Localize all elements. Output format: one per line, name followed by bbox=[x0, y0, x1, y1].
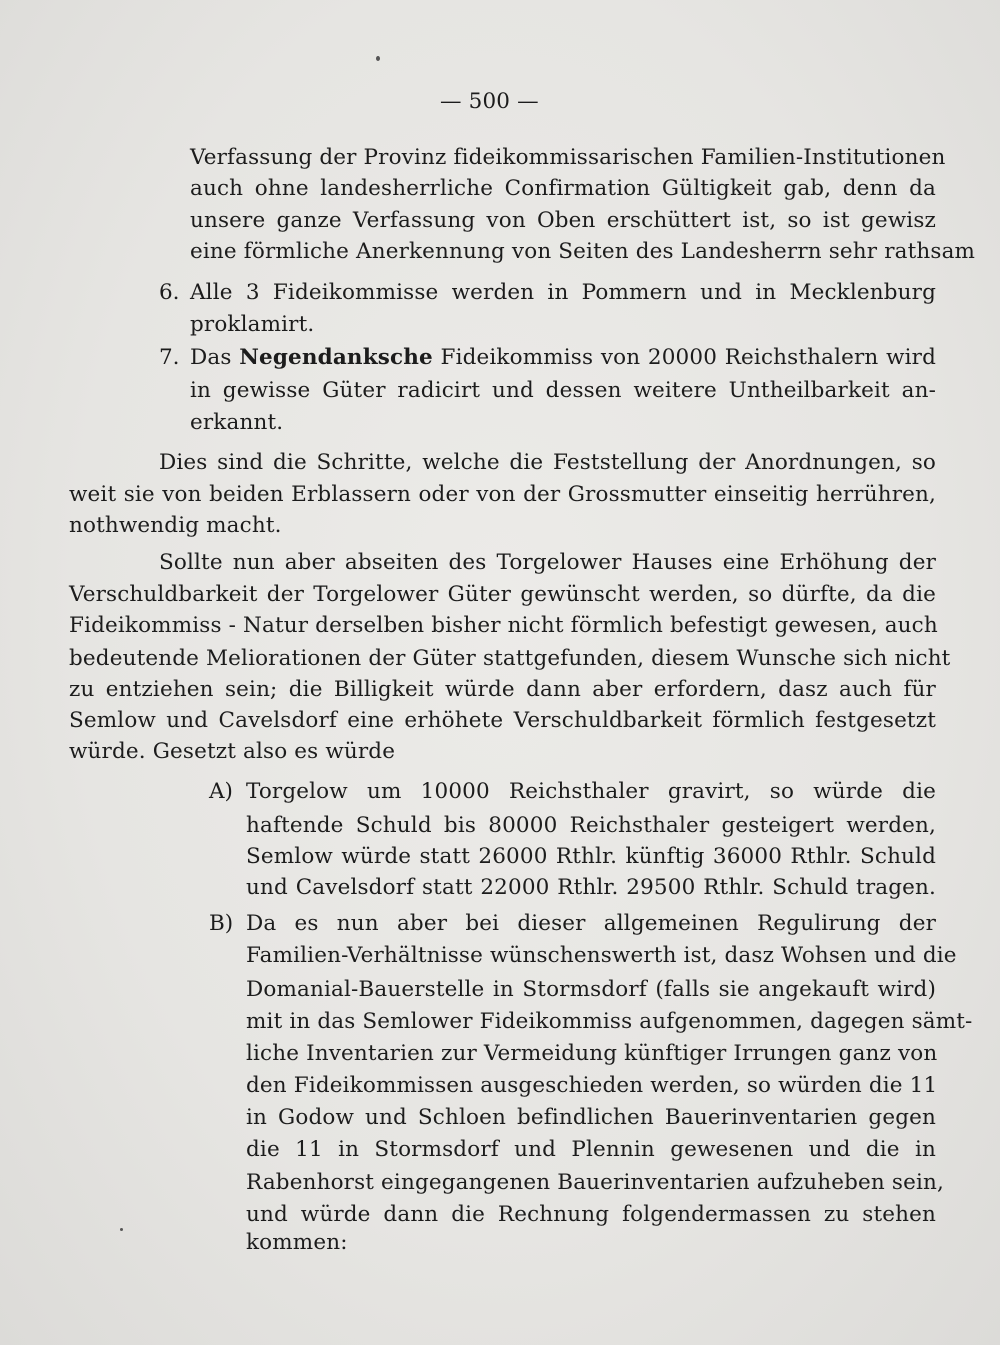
text-line: auch ohne landesherrliche Confirmation Gültigkeit gab, denn da bbox=[190, 176, 936, 201]
list-marker: 6. bbox=[159, 280, 180, 305]
text-line: haftende Schuld bis 80000 Reichsthaler gesteigert werden, bbox=[246, 813, 936, 838]
text-line: Rabenhorst eingegangenen Bauerinventarien aufzuheben sein, bbox=[246, 1170, 944, 1195]
text-line: kommen: bbox=[246, 1230, 348, 1255]
text-line: Dies sind die Schritte, welche die Feststellung der Anordnungen, so bbox=[159, 450, 936, 475]
text-line: Semlow und Cavelsdorf eine erhöhete Verschuldbarkeit förmlich festgesetzt bbox=[69, 708, 936, 733]
text-line: Familien-Verhältnisse wünschenswerth ist, dasz Wohsen und die bbox=[246, 943, 957, 968]
text-line: den Fideikommissen ausgeschieden werden, so würden die 11 bbox=[246, 1073, 938, 1098]
list-marker: 7. bbox=[159, 345, 180, 370]
list-marker: B) bbox=[209, 911, 234, 936]
text-line: weit sie von beiden Erblassern oder von der Grossmutter einseitig herrühren, bbox=[69, 482, 936, 507]
text-line bbox=[190, 347, 936, 369]
page-number: — 500 — bbox=[440, 89, 539, 114]
text-line: zu entziehen sein; die Billigkeit würde dann aber erfordern, dasz auch für bbox=[69, 677, 936, 702]
text-line: würde. Gesetzt also es würde bbox=[69, 739, 396, 764]
list-marker: A) bbox=[209, 779, 233, 804]
text-line: Verschuldbarkeit der Torgelower Güter gewünscht werden, so dürfte, da die bbox=[69, 582, 936, 607]
text-line: eine förmliche Anerkennung von Seiten des Landesherrn sehr rathsam bbox=[190, 239, 976, 264]
text-line: nothwendig macht. bbox=[69, 513, 282, 538]
text-line: Verfassung der Provinz fideikommissarischen Familien-Institutionen bbox=[190, 145, 946, 170]
text-line: proklamirt. bbox=[190, 312, 315, 337]
text-line: Alle 3 Fideikommisse werden in Pommern und in Mecklenburg bbox=[190, 280, 936, 305]
text-line: Da es nun aber bei dieser allgemeinen Regulirung der bbox=[246, 911, 936, 936]
name-bold: Negendanksche bbox=[239, 345, 433, 370]
text-line: mit in das Semlower Fideikommiss aufgenommen, dagegen sämt- bbox=[246, 1009, 973, 1034]
text-line: erkannt. bbox=[190, 410, 284, 435]
text-line: Fideikommiss - Natur derselben bisher nicht förmlich befestigt gewesen, auch bbox=[69, 613, 938, 638]
text-line: in gewisse Güter radicirt und dessen weitere Untheilbarkeit an- bbox=[190, 378, 936, 403]
text-fragment: Fideikommiss von 20000 Reichsthalern wird bbox=[440, 345, 936, 370]
text-line: liche Inventarien zur Vermeidung künftiger Irrungen ganz von bbox=[246, 1041, 938, 1066]
text-line: unsere ganze Verfassung von Oben erschüttert ist, so ist gewisz bbox=[190, 208, 936, 233]
text-line: die 11 in Stormsdorf und Plennin gewesenen und die in bbox=[246, 1137, 936, 1162]
paper-speck bbox=[120, 1228, 123, 1231]
text-line: Sollte nun aber abseiten des Torgelower Hauses eine Erhöhung der bbox=[159, 550, 936, 575]
text-line: und Cavelsdorf statt 22000 Rthlr. 29500 Rthlr. Schuld tragen. bbox=[246, 875, 936, 900]
text-line: Torgelow um 10000 Reichsthaler gravirt, so würde die bbox=[246, 779, 936, 804]
text-line: und würde dann die Rechnung folgendermassen zu stehen bbox=[246, 1202, 936, 1227]
text-line: Semlow würde statt 26000 Rthlr. künftig 36000 Rthlr. Schuld bbox=[246, 844, 936, 869]
paper-speck bbox=[376, 56, 380, 61]
text-fragment: Das bbox=[190, 345, 232, 370]
text-line: Domanial-Bauerstelle in Stormsdorf (falls sie angekauft wird) bbox=[246, 977, 936, 1002]
text-line: bedeutende Meliorationen der Güter stattgefunden, diesem Wunsche sich nicht bbox=[69, 646, 951, 671]
text-line: in Godow und Schloen befindlichen Bauerinventarien gegen bbox=[246, 1105, 936, 1130]
